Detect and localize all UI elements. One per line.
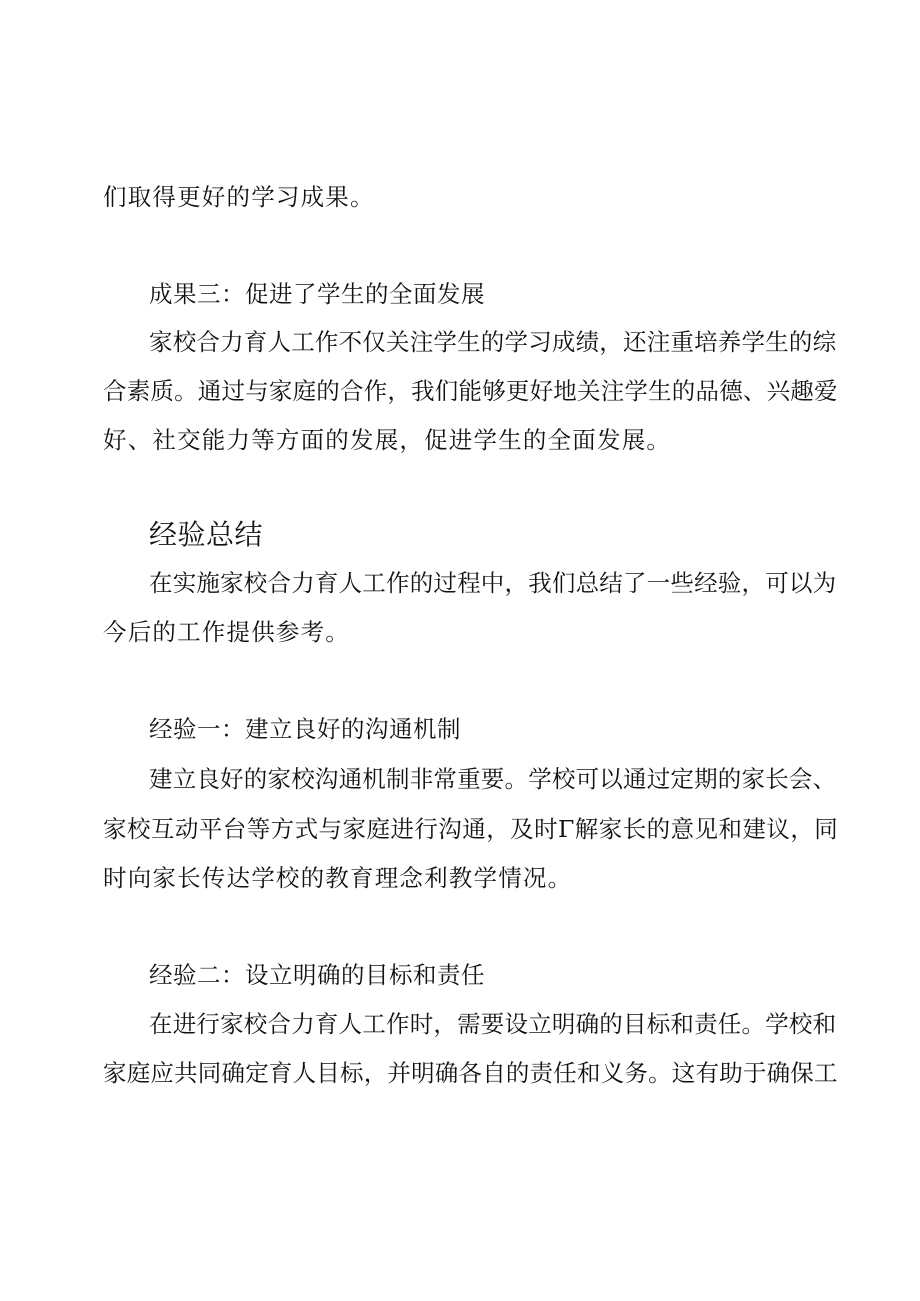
paragraph-line: 时向家长传达学校的教育理念利教学情况。 — [103, 864, 573, 892]
paragraph-line: 好、社交能力等方面的发展，促进学生的全面发展。 — [103, 426, 672, 454]
paragraph-line: 合素质。通过与家庭的合作，我们能够更好地关注学生的品德、兴趣爱 — [103, 377, 838, 405]
paragraph-line: 家校合力育人工作不仅关注学生的学习成绩，还注重培养学生的综 — [149, 328, 837, 356]
paragraph-line: 家校互动平台等方式与家庭进行沟通，及时Γ解家长的意见和建议，同 — [103, 815, 839, 843]
result3-heading: 成果三：促进了学生的全面发展 — [149, 280, 485, 308]
section-title-summary: 经验总结 — [149, 518, 264, 551]
paragraph-line: 们取得更好的学习成果。 — [103, 183, 375, 211]
paragraph-line: 在实施家校合力育人工作的过程中，我们总结了一些经验，可以为 — [149, 569, 837, 597]
paragraph-line: 建立良好的家校沟通机制非常重要。学校可以通过定期的家长会、 — [149, 765, 837, 793]
paragraph-line: 家庭应共同确定育人目标，并明确各自的责任和义务。这有助于确保工 — [103, 1059, 838, 1087]
paragraph-line: 今后的工作提供参考。 — [103, 618, 350, 646]
experience1-heading: 经验一：建立良好的沟通机制 — [149, 715, 461, 743]
experience2-heading: 经验二：设立明确的目标和责任 — [149, 961, 485, 989]
paragraph-line: 在进行家校合力育人工作时，需要设立明确的目标和责任。学校和 — [149, 1010, 837, 1038]
